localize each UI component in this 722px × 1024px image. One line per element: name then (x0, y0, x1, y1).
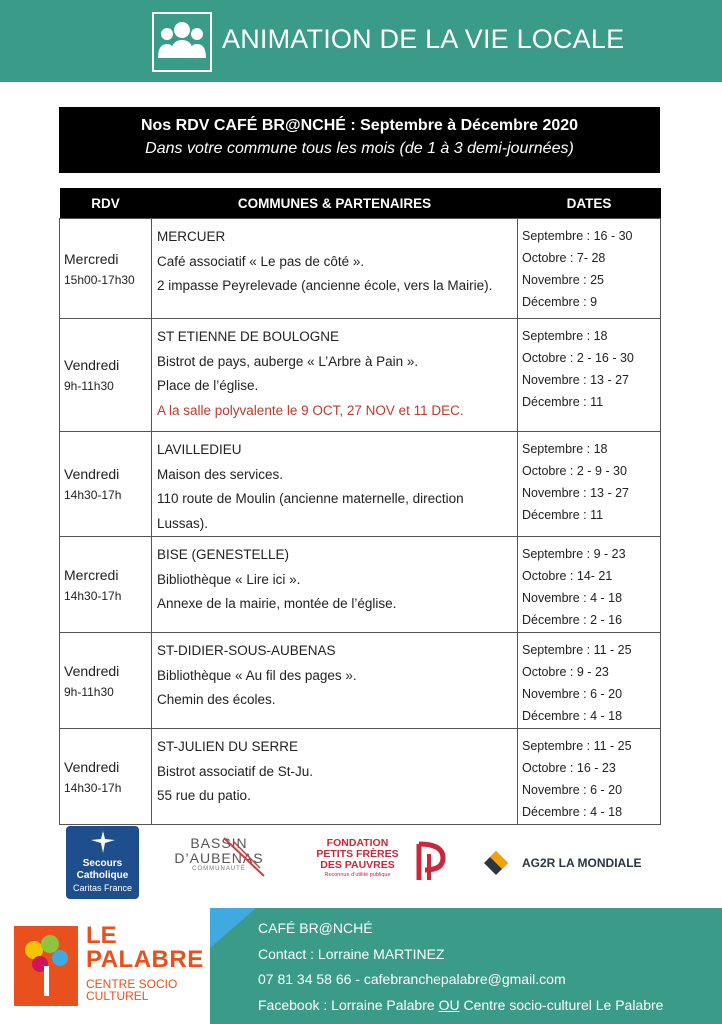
date-line: Octobre : 9 - 23 (522, 665, 609, 679)
fpf-text (305, 838, 410, 871)
rdv-time: 14h30-17h (64, 780, 122, 795)
rdv-time: 15h00-17h30 (64, 272, 135, 287)
commune-cell (152, 633, 518, 729)
palabre-sub-2: CULTUREL (86, 989, 149, 1003)
rdv-day: Vendredi (64, 662, 120, 679)
bassin-line-1: BASSIN (190, 835, 248, 851)
dates-cell (518, 432, 661, 537)
bassin-line-2: D’AUBENAS (174, 850, 264, 866)
rdv-cell (60, 219, 152, 319)
bassin-swoosh-icon (164, 836, 274, 892)
fpf-line-4: Reconnue d’utilité publique (324, 872, 391, 878)
table-row (60, 729, 661, 825)
commune-name: ST-JULIEN DU SERRE (157, 739, 299, 754)
special-location-note: A la salle polyvalente le 9 OCT, 27 NOV et 11 DEC. (157, 402, 464, 418)
rdv-day: Mercredi (64, 250, 119, 267)
cross-icon (88, 830, 118, 854)
date-line: Octobre : 2 - 16 - 30 (522, 351, 634, 365)
partner-address: 55 rue du patio. (157, 788, 251, 803)
fpf-line-2: PETITS FRÈRES (316, 848, 399, 860)
date-line: Septembre : 11 - 25 (522, 643, 632, 657)
date-line: Septembre : 16 - 30 (522, 229, 633, 243)
commune-cell (152, 219, 518, 319)
date-line: Novembre : 13 - 27 (522, 373, 629, 387)
partner-logos (0, 826, 722, 902)
commune-name: ST ETIENNE DE BOULOGNE (157, 329, 340, 344)
commune-name: ST-DIDIER-SOUS-AUBENAS (157, 643, 336, 658)
dates-cell (518, 633, 661, 729)
partner-name: Café associatif « Le pas de côté ». (157, 253, 365, 269)
banner-title: Nos RDV CAFÉ BR@NCHÉ : Septembre à Décembre 2020 (140, 117, 579, 134)
intro-banner (59, 107, 660, 173)
fpf-emblem-icon (413, 840, 453, 884)
rdv-time: 14h30-17h (64, 588, 122, 603)
rdv-day: Vendredi (64, 758, 120, 775)
date-line: Octobre : 14- 21 (522, 569, 613, 583)
rdv-time: 9h-11h30 (64, 379, 114, 393)
ag2r-text: AG2R LA MONDIALE (522, 856, 642, 870)
dates-cell (518, 729, 661, 825)
palabre-subtitle (86, 978, 177, 1002)
tree-icon (14, 926, 78, 1006)
banner-subtitle: Dans votre commune tous les mois (de 1 à 3 demi-journées) (145, 140, 574, 157)
partner-address: Place de l’église. (157, 378, 259, 393)
table-header-row (60, 188, 661, 219)
rdv-day: Vendredi (64, 466, 120, 482)
date-line: Novembre : 13 - 27 (522, 486, 629, 500)
facebook-or: OU (438, 996, 460, 1013)
le-palabre-logo (14, 922, 204, 1010)
palabre-le: LE (86, 922, 117, 949)
dates-cell (518, 219, 661, 319)
partner-address: 110 route de Moulin (ancienne maternelle, direction Lussas). (157, 491, 464, 531)
partner-name: Bistrot associatif de St-Ju. (157, 763, 314, 779)
secours-line-2: Catholique (76, 870, 129, 881)
schedule-table (59, 188, 661, 825)
date-line: Septembre : 18 (522, 329, 608, 343)
partner-name: Maison des services. (157, 466, 284, 482)
rdv-day: Mercredi (64, 566, 119, 583)
secours-line-1: Secours (82, 858, 123, 869)
table-row (60, 319, 661, 432)
blue-corner-accent (210, 908, 256, 948)
commune-name: MERCUER (157, 229, 226, 244)
rdv-cell (60, 633, 152, 729)
commune-name: BISE (GENESTELLE) (157, 547, 290, 562)
date-line: Septembre : 18 (522, 442, 608, 456)
bassin-line-3: COMMUNAUTÉ (192, 866, 246, 872)
date-line: Décembre : 11 (522, 508, 604, 522)
date-line: Octobre : 2 - 9 - 30 (522, 464, 627, 478)
contact-title: CAFÉ BR@NCHÉ (258, 920, 373, 936)
date-line: Décembre : 9 (522, 295, 598, 309)
rdv-cell (60, 537, 152, 633)
facebook-part-1: Facebook : Lorraine Palabre (258, 996, 439, 1013)
date-line: Décembre : 4 - 18 (522, 805, 623, 819)
date-line: Décembre : 4 - 18 (522, 709, 623, 723)
page-header (0, 0, 722, 82)
table-row (60, 432, 661, 537)
secours-line-3: Caritas France (72, 883, 133, 893)
date-line: Novembre : 6 - 20 (522, 783, 623, 797)
page-title: ANIMATION DE LA VIE LOCALE (222, 24, 625, 54)
partner-address: Annexe de la mairie, montée de l’église. (157, 596, 397, 611)
date-line: Novembre : 6 - 20 (522, 687, 623, 701)
commune-cell (152, 319, 518, 432)
partner-name: Bistrot de pays, auberge « L’Arbre à Pain ». (157, 353, 419, 369)
facebook-part-2: Centre socio-culturel Le Palabre (459, 996, 664, 1013)
commune-cell (152, 729, 518, 825)
date-line: Septembre : 11 - 25 (522, 739, 632, 753)
date-line: Septembre : 9 - 23 (522, 547, 626, 561)
date-line: Décembre : 2 - 16 (522, 613, 623, 627)
rdv-time: 9h-11h30 (64, 684, 114, 699)
date-line: Octobre : 7- 28 (522, 251, 606, 265)
partner-address: 2 impasse Peyrelevade (ancienne école, vers la Mairie). (157, 278, 493, 293)
date-line: Novembre : 25 (522, 273, 604, 287)
contact-phone-email: 07 81 34 58 66 - cafebranchepalabre@gmail.com (258, 971, 566, 987)
ag2r-logo (480, 848, 650, 878)
partner-name: Bibliothèque « Lire ici ». (157, 571, 301, 587)
date-line: Novembre : 4 - 18 (522, 591, 623, 605)
palabre-name: PALABRE (86, 946, 204, 973)
rdv-time: 14h30-17h (64, 488, 122, 502)
commune-cell (152, 537, 518, 633)
date-line: Octobre : 16 - 23 (522, 761, 616, 775)
ag2r-diamond-icon (480, 848, 518, 878)
petits-freres-logo (305, 838, 455, 888)
secours-catholique-logo (66, 826, 139, 899)
palabre-sub-1: CENTRE SOCIO (86, 977, 178, 991)
commune-name: LAVILLEDIEU (157, 442, 242, 457)
header-dates: DATES (518, 188, 661, 219)
page-footer (0, 908, 722, 1024)
partner-address: Chemin des écoles. (157, 692, 276, 707)
rdv-day: Vendredi (64, 357, 120, 373)
header-communes: COMMUNES & PARTENAIRES (152, 188, 518, 219)
rdv-cell (60, 729, 152, 825)
contact-info (258, 916, 663, 1018)
rdv-cell (60, 432, 152, 537)
people-group-icon (152, 12, 212, 72)
commune-cell (152, 432, 518, 537)
table-row (60, 537, 661, 633)
bassin-aubenas-logo (164, 836, 274, 892)
table-row (60, 633, 661, 729)
table-row (60, 219, 661, 319)
contact-person: Contact : Lorraine MARTINEZ (258, 945, 445, 962)
contact-facebook (258, 993, 663, 1019)
fpf-line-3: DES PAUVRES (320, 859, 395, 871)
rdv-cell (60, 319, 152, 432)
partner-name: Bibliothèque « Au fil des pages ». (157, 667, 357, 683)
dates-cell (518, 319, 661, 432)
dates-cell (518, 537, 661, 633)
fpf-line-1: FONDATION (326, 837, 389, 849)
header-rdv: RDV (60, 188, 152, 219)
date-line: Décembre : 11 (522, 395, 604, 409)
